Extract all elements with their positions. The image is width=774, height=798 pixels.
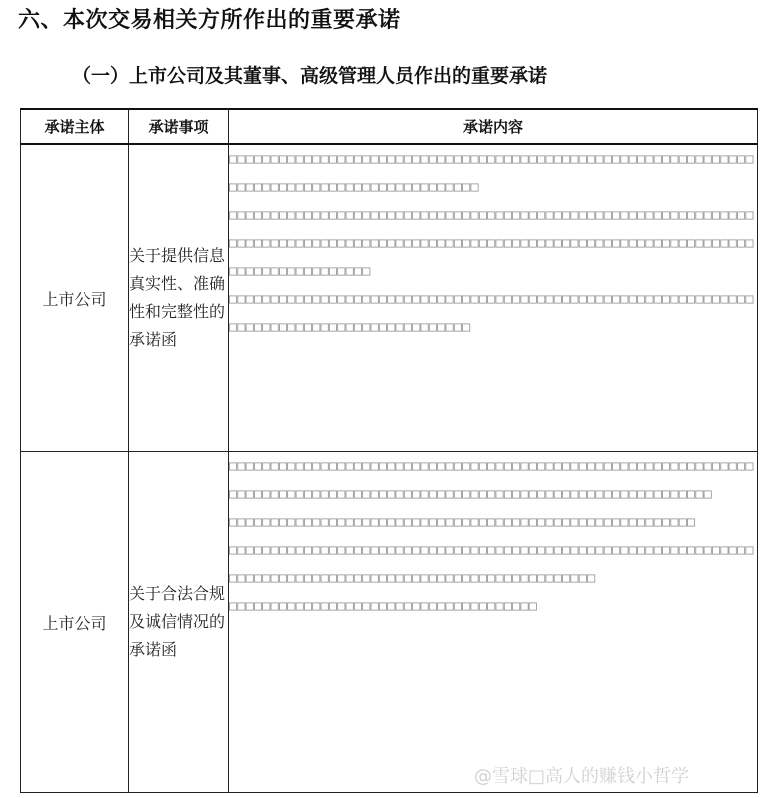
content-paragraph: □□□□□□□□□□□□□□□□□□□□□□□□□□□□□□□□□□□□□□□□□□□□□□□□□□□□□□□□ [229,514,696,530]
commitment-item: 关于提供信息真实性、准确性和完整性的承诺函 [129,144,229,452]
section-title: 六、本次交易相关方所作出的重要承诺 [18,8,401,33]
table-row [21,452,758,793]
content-paragraph: □□□□□□□□□□□□□□□□□□□□□□□□□□□□□□□□□□□□□□□□□□□□□□□□□□□□□□□□□□□□□□□□□□□□□□□□□□□□□□□□□□□□□□□□□□□□ [229,291,754,335]
commitment-item: 关于合法合规及诚信情况的承诺函 [129,452,229,793]
content-paragraph: □□□□□□□□□□□□□□□□□□□□□□□□□□□□□□□□□□□□□□□□□□□□□□□□□□□□□□□□□□□□□□□□□□□□□□□□□□□□□□□□□□□□□□□□□□□□□□□□□□□□□□□□□□□□□□□□□□□□□□□□□ [229,458,754,502]
content-paragraph: □□□□□□□□□□□□□□□□□□□□□□□□□□□□□□□□□□□□□□□□□□□□□□□□□□□□□□□□□□□□□□□□□□□□□□□□□□□□□□□□□□□□□□□□□□□□□ [229,151,754,195]
header-item: 承诺事项 [129,109,229,144]
commitment-subject: 上市公司 [21,452,129,793]
content-paragraph: □□□□□□□□□□□□□□□□□□□□□□□□□□□□□□□□□□□□□□□□□□□□□□□□□□□□□□□□□□□□□□□□□□□□□□□□□□□□□□□□□□□□□□□□□□□□□□□□□□□□□□□□□□□□□□□□□□□□□□□□□□□□□□□□□□□□□□□□□□□□□□□ [229,207,754,279]
commitments-table [20,108,758,793]
commitment-content [229,144,758,452]
header-content: 承诺内容 [229,109,758,144]
watermark: @雪球□高人的赚钱小哲学 [474,766,690,787]
header-subject: 承诺主体 [21,109,129,144]
content-paragraph: □□□□□□□□□□□□□□□□□□□□□□□□□□□□□□□□□□□□□ [229,598,538,614]
table-row [21,144,758,452]
commitment-content [229,452,758,793]
table-header-row [21,109,758,144]
commitment-subject: 上市公司 [21,144,129,452]
content-paragraph: □□□□□□□□□□□□□□□□□□□□□□□□□□□□□□□□□□□□□□□□□□□□□□□□□□□□□□□□□□□□□□□□□□□□□□□□□□□□□□□□□□□□□□□□□□□□□□□□□□□□□□□□□□□ [229,542,754,586]
subsection-title: （一）上市公司及其董事、高级管理人员作出的重要承诺 [72,65,548,87]
